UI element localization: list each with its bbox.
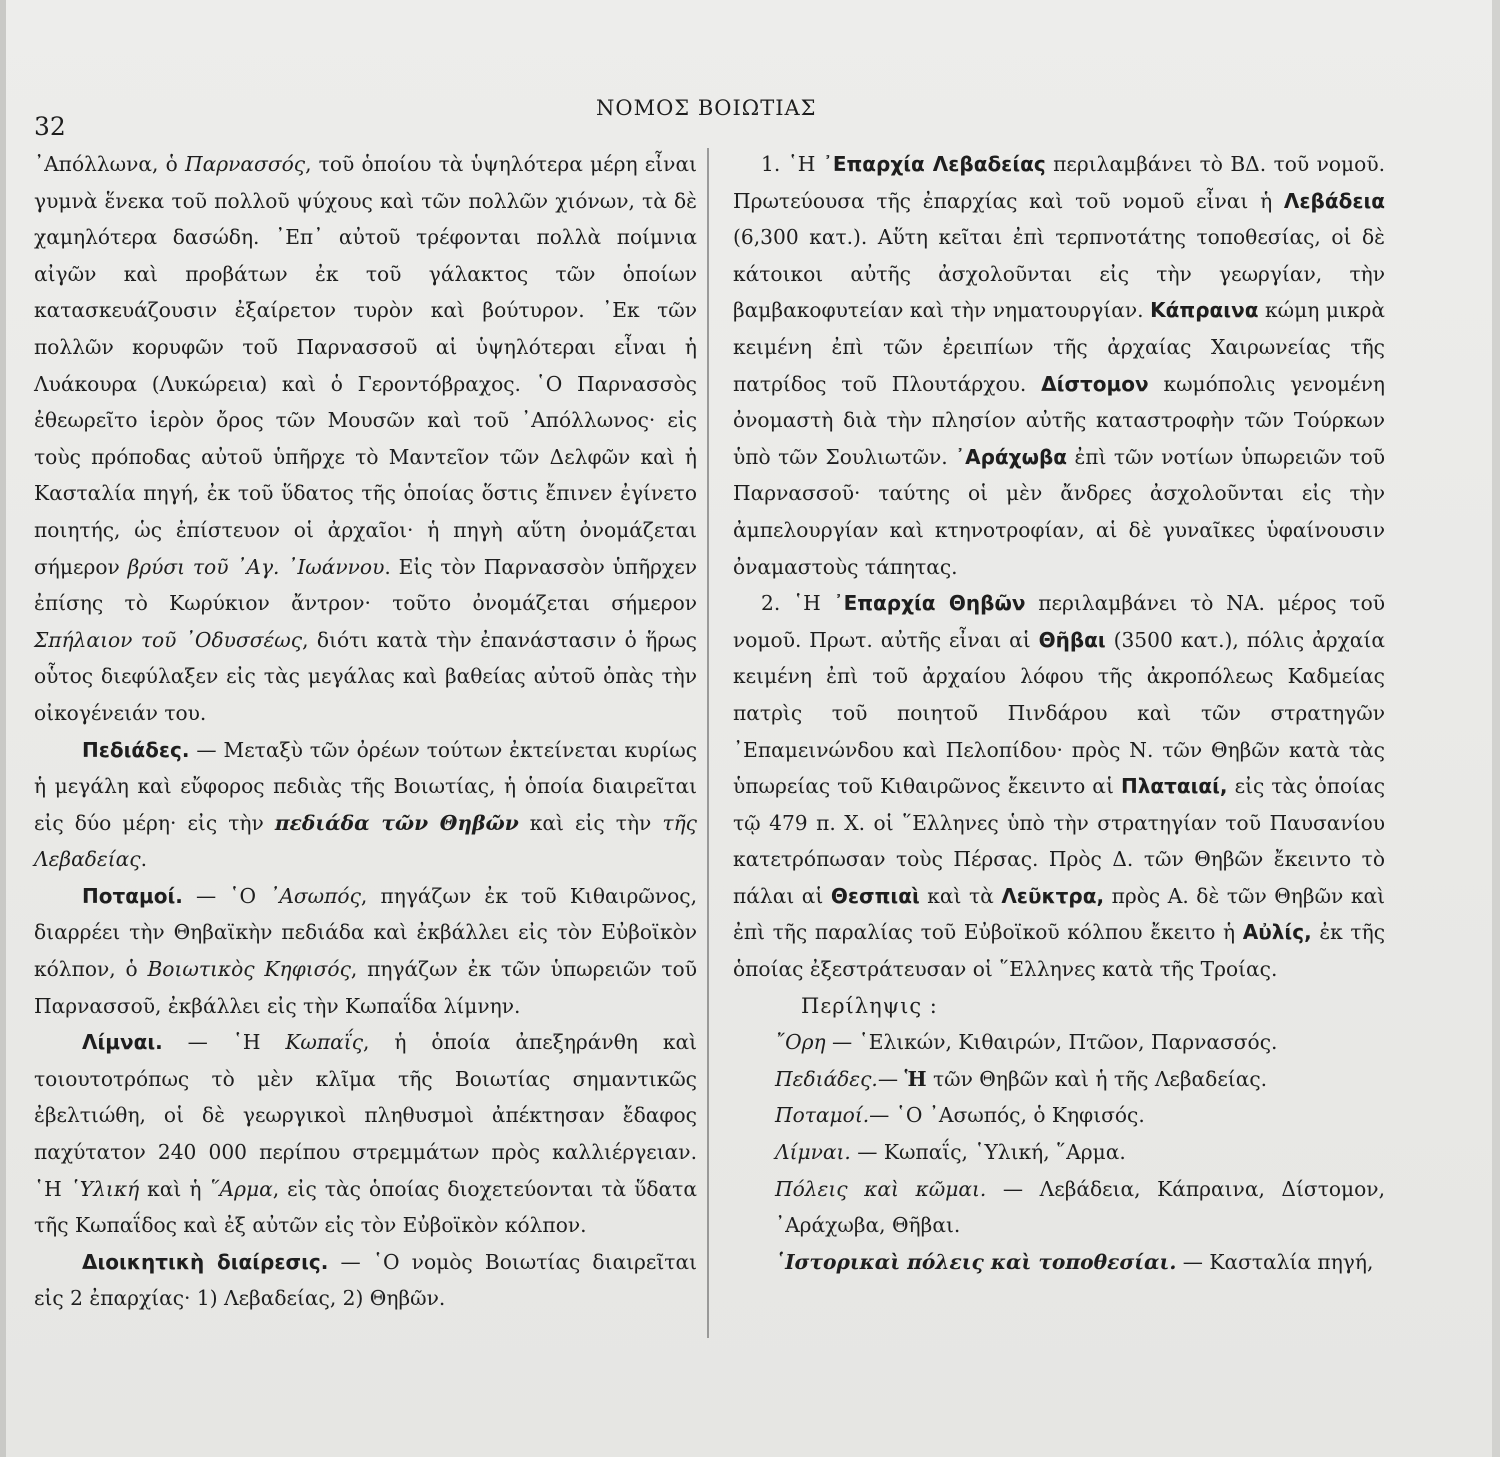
text-run: — ῾Ελικών, Κιθαιρών, Πτῶον, Παρνασσός.: [825, 1030, 1278, 1055]
term-kifisos: Βοιωτικὸς Κηφισός: [147, 957, 351, 982]
column-divider: [707, 148, 709, 1338]
heading-province-levadeia: ᾿Επαρχία Λεβαδείας: [822, 152, 1046, 176]
paragraph-province-levadeia: [733, 146, 1385, 585]
term-thebes-plain: πεδιάδα τῶν Θηβῶν: [274, 810, 519, 835]
left-column: [34, 146, 697, 1317]
text-run: — Κωπαΐς, ῾Υλική, ῞Αρμα.: [850, 1140, 1126, 1165]
text-run: 2. ῾Η: [761, 591, 834, 616]
text-run: —: [877, 1066, 905, 1091]
term-vrysi: βρύσι τοῦ ᾿Αγ. ᾿Ιωάννου: [127, 554, 385, 579]
summary-label: ῎Ορη: [775, 1030, 826, 1055]
summary-label: Πεδιάδες.: [775, 1066, 878, 1091]
text-run: — ῾Ο ᾿Ασωπός, ὁ Κηφισός.: [869, 1103, 1145, 1128]
heading-rivers: Ποταμοί.: [82, 883, 183, 908]
text-run: καὶ εἰς τὴν: [518, 810, 663, 835]
term-spilaion: Σπήλαιον τοῦ ᾿Οδυσσέως: [34, 627, 303, 652]
text-run: — Κασταλία πηγή,: [1176, 1249, 1374, 1274]
term-leuktra: Λεῦκτρα,: [1001, 883, 1105, 908]
page-edge-right: [1492, 0, 1500, 1457]
text-run: (6,300 κατ.). Αὕτη κεῖται ἐπὶ τερπνοτάτης τοποθεσίας, οἱ δὲ κάτοικοι αὐτῆς ἀσχολοῦνται εἰς τὴν γεωργίαν, τὴν βαμβακοφυτείαν καὶ τὴν νηματουργίαν.: [733, 225, 1385, 323]
paragraph-lakes: [34, 1024, 697, 1244]
text-run: , πηγάζων ἐκ τῶν ὑπωρειῶν τοῦ Παρνασσοῦ, ἐκβάλλει εἰς τὴν Κωπαΐδα λίμνην.: [34, 957, 697, 1018]
text-run: εἰς τὰς ὁποίας τῷ 479 π. Χ. οἱ ῞Ελληνες ὑπὸ τὴν στρατηγίαν τοῦ Παυσανίου κατετρόπωσαν τοὺς Πέρσας. Πρὸς Δ. τῶν Θηβῶν ἔκειντο τὸ πάλαι αἱ: [733, 774, 1385, 908]
paragraph-division: [34, 1244, 697, 1317]
summary-label: Λίμναι.: [775, 1140, 851, 1165]
text-run: — ῾Η: [162, 1030, 286, 1055]
term-levadeia: Λεβάδεια: [1283, 188, 1385, 213]
text-run: τῶν Θηβῶν καὶ ἡ τῆς Λεβαδείας.: [926, 1066, 1268, 1091]
text-run: — ῾Ο: [182, 883, 270, 908]
term-aulis: Αὐλίς,: [1242, 920, 1312, 945]
text-run: περιλαμβάνει τὸ ΒΔ. τοῦ νομοῦ. Πρωτεύουσα τῆς ἐπαρχίας καὶ τοῦ νομοῦ εἶναι ἡ: [733, 152, 1386, 213]
text-run: ᾿Απόλλωνα, ὁ: [34, 152, 186, 176]
text-run: κωμόπολις γενομένη ὀνομαστὴ διὰ τὴν πλησίον αὐτῆς καταστροφὴν τῶν Τούρκων ὑπὸ τῶν Σουλιωτῶν.: [733, 371, 1385, 469]
page-edge-left: [0, 0, 6, 1457]
term-arachova: ᾿Αράχωβα: [955, 444, 1068, 469]
heading-division: Διοικητικὴ διαίρεσις.: [82, 1249, 329, 1274]
paragraph-rivers: [34, 878, 697, 1024]
text-run: ἐπὶ τῶν νοτίων ὑπωρειῶν τοῦ Παρνασσοῦ· ταύτης οἱ μὲν ἄνδρες ἀσχολοῦνται εἰς τὴν ἀμπελουργίαν καὶ κτηνοτροφίαν, αἱ δὲ γυναῖκες ὑφαίνουσιν ὀναμαστοὺς τάπητας.: [733, 444, 1385, 579]
text-run: , εἰς τὰς ὁποίας διοχετεύονται τὰ ὕδατα τῆς Κωπαΐδος καὶ ἐξ αὐτῶν εἰς τὸν Εὐβοϊκὸν κόλπον.: [34, 1176, 697, 1238]
text-run: — Λεβάδεια, Κάπραινα, Δίστομον, ᾿Αράχωβα, Θῆβαι.: [775, 1176, 1385, 1238]
text-run: Ἡ: [904, 1066, 927, 1091]
term-levadeia-plain: τῆς Λεβαδείας: [34, 810, 697, 872]
term-plataiai: Πλαταιαί,: [1120, 774, 1228, 799]
summary-historic: [733, 1244, 1385, 1281]
term-asopos: ᾿Ασωπός: [269, 883, 361, 908]
text-run: κώμη μικρὰ κειμένη ἐπὶ τῶν ἐρειπίων τῆς ἀρχαίας Χαιρωνείας τῆς πατρίδος τοῦ Πλουτάρχου.: [733, 298, 1385, 396]
term-distomon: Δίστομον: [1041, 371, 1149, 396]
page-number: 32: [34, 112, 66, 141]
summary-lakes: [733, 1134, 1385, 1171]
term-yliki: ῾Υλική: [69, 1176, 140, 1201]
text-run: . Εἰς τὸν Παρνασσὸν ὑπῆρχεν ἐπίσης τὸ Κωρύκιον ἄντρον· τοῦτο ὀνομάζεται σήμερον: [34, 554, 697, 616]
text-run: περιλαμβάνει τὸ ΝΑ. μέρος τοῦ νομοῦ. Πρωτ. αὐτῆς εἶναι αἱ: [733, 591, 1385, 652]
paragraph-plains: [34, 732, 697, 878]
text-run: , ἡ ὁποία ἀπεξηράνθη καὶ τοιουτοτρόπως τὸ μὲν κλῖμα τῆς Βοιωτίας σημαντικῶς ἐβελτιώθη, οἱ δὲ γεωργικοὶ πληθυσμοὶ ἀπέκτησαν ἔδαφος παχύτατον 240 000 περίπου στρεμμάτων πρὸς καλλιέργειαν. ῾Η: [34, 1030, 698, 1201]
text-run: , πηγάζων ἐκ τοῦ Κιθαιρῶνος, διαρρέει τὴν Θηβαϊκὴν πεδιάδα καὶ ἐκβάλλει εἰς τὸν Εὐβοϊκὸν κόλπον, ὁ: [34, 883, 697, 982]
right-column: [733, 146, 1385, 1280]
heading-plains: Πεδιάδες.: [82, 737, 190, 762]
term-thespiai: Θεσπιαὶ: [830, 883, 920, 908]
summary-rivers: [733, 1097, 1385, 1134]
summary-label: Ποταμοί.: [775, 1103, 870, 1128]
text-run: , τοῦ ὁποίου τὰ ὑψηλότερα μέρη εἶναι γυμνὰ ἕνεκα τοῦ πολλοῦ ψύχους καὶ τῶν πολλῶν χιόνων, τὰ δὲ χαμηλότερα δασώδη. ᾿Επ᾿ αὐτοῦ τρέφονται πολλὰ ποίμνια αἰγῶν καὶ προβάτων ἐκ τοῦ γάλακτος τῶν ὁποίων κατασκευάζουσιν ἐξαίρετον τυρὸν καὶ βούτυρον. ᾿Εκ τῶν πολλῶν κορυφῶν τοῦ Παρνασσοῦ αἱ ὑψηλότεραι εἶναι ἡ Λυάκουρα (Λυκώρεια) καὶ ὁ Γεροντόβραχος. ῾Ο Παρνασσὸς ἐθεωρεῖτο ἱερὸν ὄρος τῶν Μουσῶν καὶ τοῦ ᾿Απόλλωνος· εἰς τοὺς πρόποδας αὐτοῦ ὑπῆρχε τὸ Μαντεῖον τῶν Δελφῶν καὶ ἡ Κασταλία πηγή, ἐκ τοῦ ὕδατος τῆς ὁποίας ὅστις ἔπινεν ἐγίνετο ποιητής, ὡς ἐπίστευον οἱ ἀρχαῖοι· ἡ πηγὴ αὕτη ὀνομάζεται σήμερον: [34, 152, 697, 579]
term-parnassos: Παρνασσός: [185, 152, 306, 176]
term-thebes: Θῆβαι: [1038, 627, 1106, 652]
text-run: — Μεταξὺ τῶν ὀρέων τούτων ἐκτείνεται κυρίως ἡ μεγάλη καὶ εὔφορος πεδιὰς τῆς Βοιωτίας, ἡ ὁποία διαιρεῖται εἰς δύο μέρη· εἰς τὴν: [34, 737, 697, 835]
heading-lakes: Λίμναι.: [82, 1030, 163, 1055]
summary-towns: [733, 1171, 1385, 1244]
summary-label: ῾Ιστορικαὶ πόλεις καὶ τοποθεσίαι.: [775, 1249, 1177, 1274]
text-run: καὶ ἡ: [139, 1176, 210, 1201]
term-kopais: Κωπαΐς: [285, 1030, 364, 1055]
term-arma: ῞Αρμα: [209, 1176, 273, 1201]
text-run: — ῾Ο νομὸς Βοιωτίας διαιρεῖται εἰς 2 ἐπαρχίας· 1) Λεβαδείας, 2) Θηβῶν.: [34, 1249, 698, 1311]
summary-title: Περίληψις :: [801, 993, 938, 1018]
text-run: πρὸς Α. δὲ τῶν Θηβῶν καὶ ἐπὶ τῆς παραλίας τοῦ Εὐβοϊκοῦ κόλπου ἔκειτο ἡ: [733, 883, 1386, 945]
text-run: .: [140, 847, 147, 872]
paragraph-province-thebes: [733, 585, 1385, 988]
paragraph-parnassus: [34, 146, 697, 732]
text-run: ἐκ τῆς ὁποίας ἐξεστράτευσαν οἱ ῞Ελληνες κατὰ τῆς Τροίας.: [733, 920, 1386, 982]
running-head: ΝΟΜΟΣ ΒΟΙΩΤΙΑΣ: [596, 96, 817, 120]
summary-plains: [733, 1061, 1385, 1098]
summary-label: Πόλεις καὶ κῶμαι.: [775, 1176, 987, 1201]
text-run: 1. ῾Η: [761, 152, 823, 176]
text-run: (3500 κατ.), πόλις ἀρχαία κειμένη ἐπὶ τοῦ ἀρχαίου λόφου τῆς ἀκροπόλεως Καδμείας πατρὶς τοῦ ποιητοῦ Πινδάρου καὶ τῶν στρατηγῶν ᾿Επαμεινώνδου καὶ Πελοπίδου· πρὸς Ν. τῶν Θηβῶν κατὰ τὰς ὑπωρείας τοῦ Κιθαιρῶνος ἔκειντο αἱ: [733, 627, 1385, 799]
text-run: καὶ τὰ: [919, 883, 1002, 908]
summary-mountains: [733, 1024, 1385, 1061]
heading-province-thebes: ᾿Επαρχία Θηβῶν: [833, 591, 1026, 616]
text-run: , διότι κατὰ τὴν ἐπανάστασιν ὁ ἥρως οὗτος διεφύλαξεν εἰς τὰς μεγάλας καὶ βαθείας αὐτοῦ ὀπὰς τὴν οἰκογένειάν του.: [34, 627, 697, 725]
term-kapraina: Κάπραινα: [1150, 298, 1259, 323]
